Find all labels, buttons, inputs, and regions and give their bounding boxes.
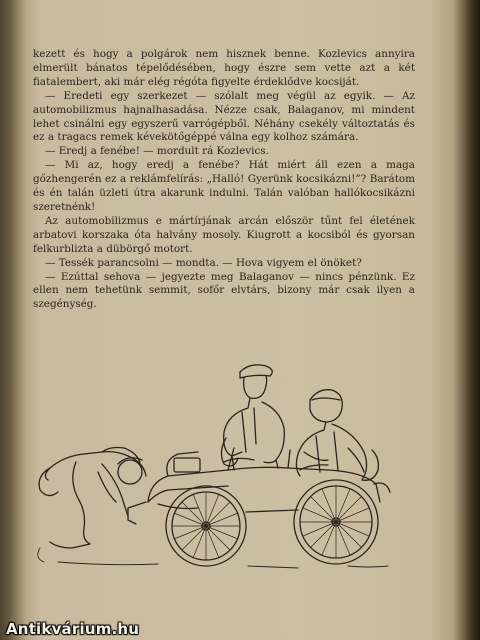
page-text — [33, 48, 415, 312]
standing-man-cap — [221, 365, 284, 470]
paragraph: — Eredeti egy szerkezet — szólalt meg végül az egyik. — Az automobilizmus hajnalhasadása. Nézze csak, Balaganov, mi mindent lehet csinálni egy egyszerű varrógépből. Néhány csekély változtatás és ez a tragacs remek kévekötőgéppé válna egy kolhoz számára. — [33, 89, 415, 144]
car-body — [148, 448, 390, 512]
paragraph: Az automobilizmus e mártírjának arcán először tűnt fel életének arbatovi korszaka óta halvány mosoly. Kiugrott a kocsiból és gyorsan felkurblizta a dübörgő motort. — [33, 214, 415, 255]
crank-handle — [128, 502, 146, 524]
book-gutter-shadow — [454, 0, 480, 640]
front-wheel — [166, 486, 246, 566]
watermark-logo: Antikvárium.hu — [6, 620, 140, 638]
paragraph: — Eredj a fenébe! — mordult rá Kozlevics. — [45, 145, 269, 158]
sketch-drawing — [28, 352, 398, 604]
paragraph: kezett és hogy a polgárok nem hisznek benne. Kozlevics annyira elmerült bánatos tépelődésében, hogy észre sem vette azt a két fiatalembert, aki már elég régóta figyelte érdeklődve kocsiját. — [33, 48, 415, 88]
paragraph: — Mi az, hogy eredj a fenébe? Hát miért áll ezen a maga gőzhengerén ez a reklámfelírás: „Halló! Gyerünk kocsikázni!”? Barátom és én talán üzleti útra akarunk indulni. Talán valóban hallókocsikázni szeretnénk! — [33, 159, 415, 213]
rear-wheel — [294, 480, 378, 564]
paragraph: — Ezúttal sehova — jegyezte meg Balaganov — nincs pénzünk. Ez ellen nem tehetünk semmit, sofőr elvtárs, bizony már csak ilyen a szegénység. — [33, 270, 415, 311]
paragraph: — Tessék parancsolni — mondta. — Hova vigyem el önöket? — [45, 256, 362, 269]
kneeling-driver — [39, 448, 146, 549]
car-illustration — [28, 352, 398, 604]
